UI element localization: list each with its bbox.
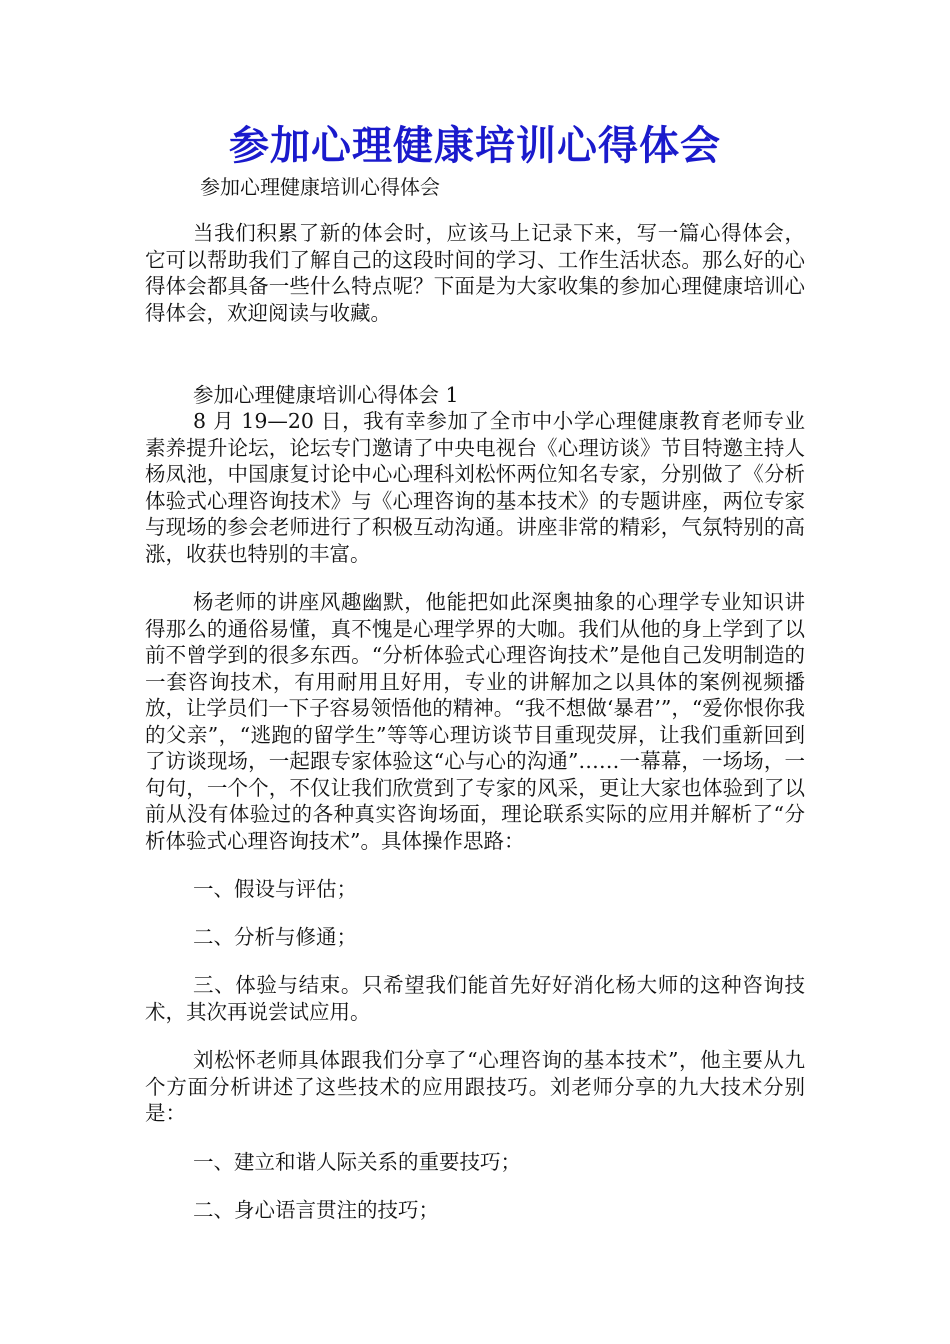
technique-item: 二、身心语言贯注的技巧； — [193, 1197, 439, 1222]
spacer — [145, 567, 805, 589]
body-paragraph: 杨老师的讲座风趣幽默，他能把如此深奥抽象的心理学专业知识讲得那么的通俗易懂，真不愧是心理学界的大咖。我们从他的身上学到了以前不曾学到的很多东西。“分析体验式心理咨询技术”是他自己发明制造的一套咨询技术，有用耐用且好用，专业的讲解加之以具体的案例视频播放，让学员们一下子容易领悟他的精神。“我不想做‘暴君’”，“爱你恨你我的父亲”，“逃跑的留学生”等等心理访谈节目重现荧屏，让我们重新回到了访谈现场，一起跟专家体验这“心与心的沟通”……一幕幕，一场场，一句句，一个个，不仅让我们欣赏到了专家的风采，更让大家也体验到了以前从没有体验过的各种真实咨询场面，理论联系实际的应用并解析了“分析体验式心理咨询技术”。具体操作思路： — [145, 590, 805, 853]
spacer — [145, 1025, 805, 1047]
spacer — [145, 902, 805, 924]
spacer — [145, 854, 805, 876]
document-title: 参加心理健康培训心得体会 — [229, 123, 721, 169]
technique-item: 一、建立和谐人际关系的重要技巧； — [193, 1149, 521, 1174]
document-page — [145, 118, 805, 1223]
document-subtitle: 参加心理健康培训心得体会 — [200, 175, 440, 199]
body-paragraph: 刘松怀老师具体跟我们分享了“心理咨询的基本技术”，他主要从九个方面分析讲述了这些技术的应用跟技巧。刘老师分享的九大技术分别是： — [145, 1048, 805, 1125]
spacer — [145, 950, 805, 972]
intro-paragraph: 当我们积累了新的体会时，应该马上记录下来，写一篇心得体会，它可以帮助我们了解自己的这段时间的学习、工作生活状态。那么好的心得体会都具备一些什么特点呢？下面是为大家收集的参加心理健康培训心得体会，欢迎阅读与收藏。 — [145, 221, 805, 325]
body-paragraph: 8 月 19—20 日，我有幸参加了全市中小学心理健康教育老师专业素养提升论坛，论坛专门邀请了中央电视台《心理访谈》节目特邀主持人杨凤池，中国康复讨论中心心理科刘松怀两位知名专家，分别做了《分析体验式心理咨询技术》与《心理咨询的基本技术》的专题讲座，两位专家与现场的参会老师进行了积极互动沟通。讲座非常的精彩，气氛特别的高涨，收获也特别的丰富。 — [145, 409, 805, 566]
section-heading: 参加心理健康培训心得体会 1 — [193, 383, 459, 407]
spacer — [145, 326, 805, 382]
spacer — [145, 1127, 805, 1149]
spacer — [145, 200, 805, 220]
step-item: 三、体验与结束。只希望我们能首先好好消化杨大师的这种咨询技术，其次再说尝试应用。 — [145, 973, 805, 1024]
spacer — [145, 1175, 805, 1197]
step-item: 一、假设与评估； — [193, 877, 357, 901]
step-item: 二、分析与修通； — [193, 925, 357, 949]
